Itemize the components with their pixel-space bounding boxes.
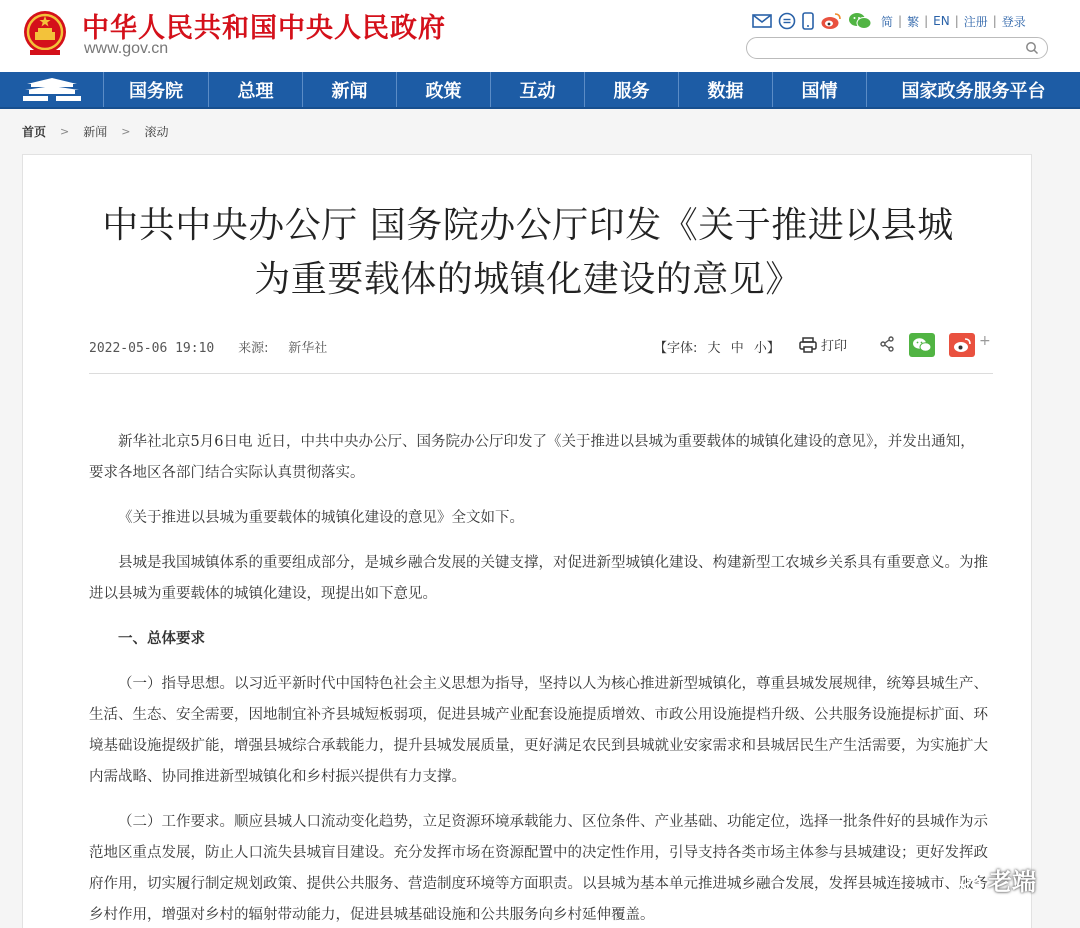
article-card — [22, 154, 1032, 928]
nav-item-state-council[interactable]: 国务院 — [104, 72, 209, 107]
breadcrumb — [22, 123, 168, 140]
nav-item-services[interactable]: 服务 — [585, 72, 679, 107]
source-name: 新华社 — [288, 341, 328, 356]
nav-item-gov-service-platform[interactable]: 国家政务服务平台 — [901, 80, 1046, 102]
meta-divider — [89, 373, 993, 374]
breadcrumb-home[interactable]: 首页 — [22, 125, 47, 139]
separator: | — [954, 14, 959, 28]
article-paragraph: （一）指导思想。以习近平新时代中国特色社会主义思想为指导，坚持以人为核心推进新型城镇化，尊重县城发展规律，统筹县城生产、生活、生态、安全需要，因地制宜补齐县城短板弱项，促进县城产业配套设施提质增效、市政公用设施提档升级、公共服务设施提标扩面、环境基础设施提级扩能，增强县城综合承载能力，提升县城发展质量，更好满足农民到县城就业安家需求和县城居民生产生活需要，为实施扩大内需战略、协同推进新型城镇化和乡村振兴提供有力支撑。 — [89, 676, 988, 785]
search-input[interactable] — [757, 39, 1017, 59]
more-share-button[interactable]: + — [979, 333, 991, 349]
wechat-icon[interactable] — [848, 12, 872, 30]
chevron-right-icon: > — [60, 125, 70, 138]
source-label: 来源: — [238, 341, 269, 356]
breadcrumb-scroll[interactable]: 滚动 — [144, 125, 169, 139]
nav-item-data[interactable]: 数据 — [679, 72, 773, 107]
wechat-watermark-icon — [950, 867, 982, 893]
share-icon[interactable] — [879, 336, 895, 352]
mobile-phone-icon[interactable] — [802, 12, 814, 30]
print-label: 打印 — [821, 339, 848, 354]
national-emblem-icon[interactable] — [22, 8, 68, 58]
print-button[interactable] — [799, 335, 847, 354]
top-toolbar — [752, 10, 1029, 32]
article-title — [63, 199, 993, 307]
mail-icon[interactable] — [752, 13, 772, 29]
breadcrumb-news[interactable]: 新闻 — [83, 125, 108, 139]
nav-home-logo[interactable] — [0, 72, 104, 107]
nav-item-policy[interactable]: 政策 — [397, 72, 491, 107]
tiananmen-icon — [21, 77, 83, 103]
weibo-share-button[interactable] — [949, 333, 975, 357]
english-link[interactable]: EN — [933, 14, 950, 28]
printer-icon — [799, 337, 817, 353]
article-paragraph: （二）工作要求。顺应县城人口流动变化趋势，立足资源环境承载能力、区位条件、产业基础、功能定位，选择一批条件好的县城作为示范地区重点发展，防止人口流失县城盲目建设。充分发挥市场在资源配置中的决定性作用，引导支持各类市场主体参与县城建设；更好发挥政府作用，切实履行制定规划政策、提供公共服务、营造制度环境等方面职责。以县城为基本单元推进城乡融合发展，发挥县城连接城市、服务乡村作用，增强对乡村的辐射带动能力，促进县城基础设施和公共服务向乡村延伸覆盖。 — [89, 814, 988, 923]
site-domain: www.gov.cn — [84, 40, 169, 57]
search-icon[interactable] — [1025, 41, 1039, 55]
article-paragraph: 新华社北京5月6日电 近日，中共中央办公厅、国务院办公厅印发了《关于推进以县城为重要载体的城镇化建设的意见》，并发出通知，要求各地区各部门结合实际认真贯彻落实。 — [89, 434, 975, 481]
chevron-right-icon: > — [121, 125, 131, 138]
article-title-line: 为重要载体的城镇化建设的意见》 — [254, 259, 802, 300]
login-link[interactable]: 登录 — [1001, 14, 1026, 29]
separator: | — [924, 14, 929, 28]
article-meta — [89, 337, 327, 356]
nav-item-national-info[interactable]: 国情 — [773, 72, 867, 107]
search-box — [746, 37, 1048, 59]
weibo-icon — [952, 337, 972, 353]
weibo-icon[interactable] — [820, 12, 842, 30]
traditional-chinese-link[interactable]: 繁 — [907, 14, 920, 29]
nav-item-premier[interactable]: 总理 — [209, 72, 303, 107]
font-size-large[interactable]: 大 — [707, 341, 721, 356]
wechat-icon — [912, 337, 932, 353]
article-paragraph: 《关于推进以县城为重要载体的城镇化建设的意见》全文如下。 — [118, 510, 524, 526]
watermark — [950, 862, 1036, 897]
simplified-chinese-link[interactable]: 简 — [881, 14, 894, 29]
register-link[interactable]: 注册 — [963, 14, 988, 29]
chat-bubble-icon[interactable] — [778, 12, 796, 30]
article-body — [89, 427, 989, 928]
watermark-text: 老端 — [988, 868, 1036, 896]
separator: | — [992, 14, 997, 28]
article-title-line: 中共中央办公厅 国务院办公厅印发《关于推进以县城 — [102, 205, 954, 246]
article-paragraph: 县城是我国城镇体系的重要组成部分，是城乡融合发展的关键支撑，对促进新型城镇化建设、构建新型工农城乡关系具有重要意义。为推进以县城为重要载体的城镇化建设，现提出如下意见。 — [89, 555, 988, 602]
separator: | — [898, 14, 903, 28]
site-header — [0, 0, 1080, 72]
main-nav — [0, 72, 1080, 109]
font-size-control — [651, 337, 783, 356]
publish-datetime: 2022-05-06 19:10 — [89, 341, 215, 356]
wechat-share-button[interactable] — [909, 333, 935, 357]
section-heading: 一、总体要求 — [118, 631, 205, 647]
font-size-medium[interactable]: 中 — [730, 341, 744, 356]
nav-item-interaction[interactable]: 互动 — [491, 72, 585, 107]
font-size-label: 【字体: — [654, 341, 698, 356]
font-size-small[interactable]: 小】 — [753, 341, 780, 356]
site-title[interactable]: 中华人民共和国中央人民政府 — [82, 13, 446, 44]
nav-item-news[interactable]: 新闻 — [303, 72, 397, 107]
